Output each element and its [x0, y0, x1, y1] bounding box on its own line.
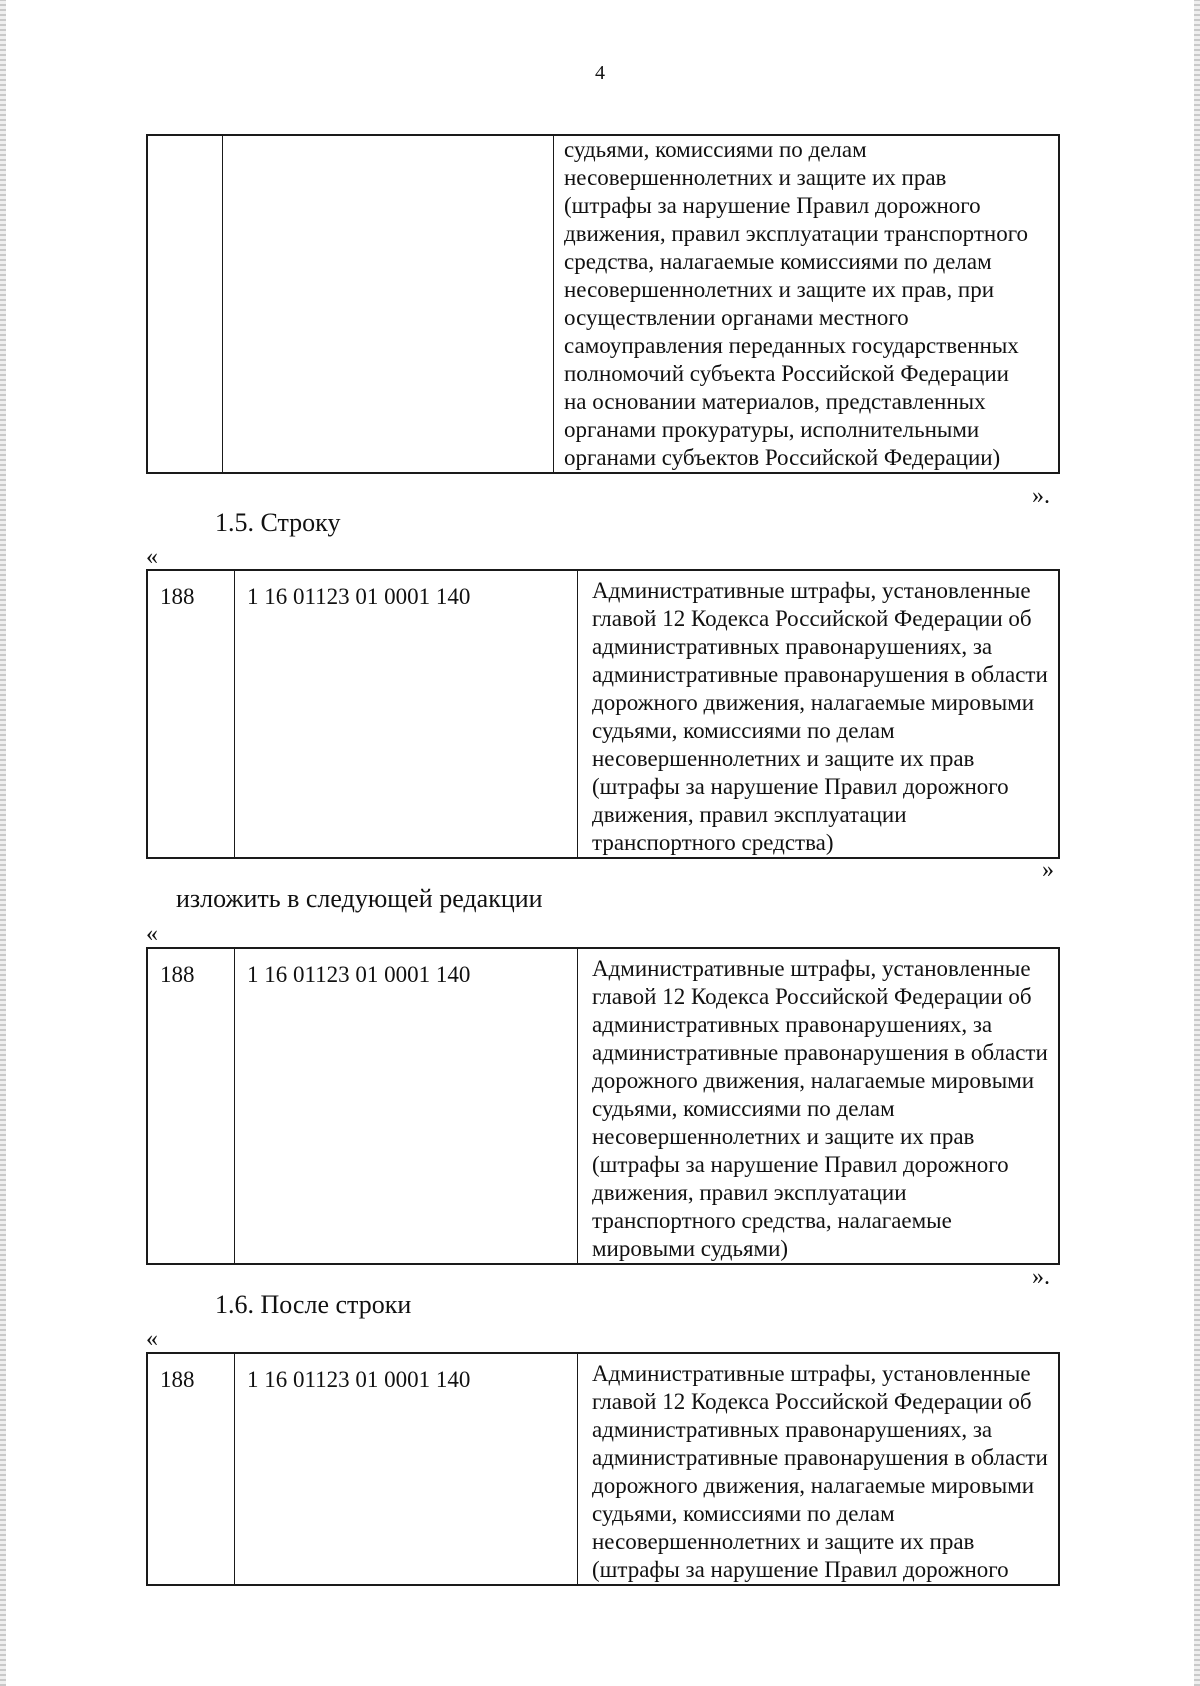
description-line: самоуправления переданных государственных [564, 333, 1019, 358]
description-cell [578, 1353, 1060, 1585]
table-row [147, 135, 1059, 473]
table-row [147, 948, 1059, 1264]
description-line: Административные штрафы, установленные [592, 1361, 1031, 1386]
code-admin-cell: 188 [147, 570, 235, 858]
table-1-5 [146, 569, 1060, 859]
closing-quote: ». [1032, 483, 1050, 509]
closing-quote: » [1042, 857, 1054, 883]
table-new-edition [146, 947, 1060, 1265]
closing-quote: ». [1032, 1264, 1050, 1290]
description-line: главой 12 Кодекса Российской Федерации об [592, 606, 1032, 631]
scan-edge-right [1194, 0, 1200, 1686]
description-line: осуществлении органами местного [564, 305, 909, 330]
description-line: дорожного движения, налагаемые мировыми [592, 1068, 1035, 1093]
description-line: транспортного средства, налагаемые [592, 1208, 952, 1233]
table-1-6 [146, 1352, 1060, 1586]
kbk-code-cell [223, 135, 554, 473]
code-admin-cell: 188 [147, 1353, 235, 1585]
description-line: административные правонарушения в области [592, 662, 1048, 687]
description-line: главой 12 Кодекса Российской Федерации об [592, 1389, 1032, 1414]
description-line: на основании материалов, представленных [564, 389, 986, 414]
description-line: движения, правил эксплуатации [592, 802, 907, 827]
description-line: судьями, комиссиями по делам [592, 1096, 895, 1121]
kbk-code-cell: 1 16 01123 01 0001 140 [235, 1353, 578, 1585]
page-number: 4 [595, 62, 605, 84]
description-line: несовершеннолетних и защите их прав [592, 746, 975, 771]
description-line: дорожного движения, налагаемые мировыми [592, 690, 1035, 715]
section-heading-1-5: 1.5. Строку [215, 508, 341, 537]
description-line: (штрафы за нарушение Правил дорожного [592, 1152, 1009, 1177]
kbk-code-cell: 1 16 01123 01 0001 140 [235, 570, 578, 858]
table-continued [146, 134, 1060, 474]
description-line: Административные штрафы, установленные [592, 956, 1031, 981]
description-line: административных правонарушениях, за [592, 1012, 993, 1037]
description-line: судьями, комиссиями по делам [592, 718, 895, 743]
edit-phrase: изложить в следующей редакции [176, 884, 543, 913]
scan-edge-left [0, 0, 6, 1686]
description-line: движения, правил эксплуатации транспортного [564, 221, 1029, 246]
description-line: средства, налагаемые комиссиями по делам [564, 249, 992, 274]
description-line: судьями, комиссиями по делам [592, 1501, 895, 1526]
opening-quote: « [146, 1326, 158, 1352]
description-line: (штрафы за нарушение Правил дорожного [592, 1557, 1009, 1582]
description-line: несовершеннолетних и защите их прав [592, 1124, 975, 1149]
description-line: несовершеннолетних и защите их прав, при [564, 277, 995, 302]
description-line: органами прокуратуры, исполнительными [564, 417, 980, 442]
table-row [147, 1353, 1059, 1585]
description-cell [578, 570, 1060, 858]
description-line: главой 12 Кодекса Российской Федерации об [592, 984, 1032, 1009]
description-line: дорожного движения, налагаемые мировыми [592, 1473, 1035, 1498]
description-line: полномочий субъекта Российской Федерации [564, 361, 1009, 386]
description-line: мировыми судьями) [592, 1236, 789, 1261]
code-admin-cell: 188 [147, 948, 235, 1264]
description-line: судьями, комиссиями по делам [564, 137, 867, 162]
opening-quote: « [146, 921, 158, 947]
description-line: административных правонарушениях, за [592, 1417, 993, 1442]
description-line: органами субъектов Российской Федерации) [564, 445, 1001, 470]
description-line: несовершеннолетних и защите их прав [564, 165, 947, 190]
description-line: (штрафы за нарушение Правил дорожного [592, 774, 1009, 799]
description-line: административных правонарушениях, за [592, 634, 993, 659]
description-line: транспортного средства) [592, 830, 834, 855]
description-line: движения, правил эксплуатации [592, 1180, 907, 1205]
description-cell [578, 948, 1060, 1264]
description-cell [554, 135, 1060, 473]
table-row [147, 570, 1059, 858]
code-admin-cell [147, 135, 223, 473]
opening-quote: « [146, 544, 158, 570]
description-line: административные правонарушения в области [592, 1445, 1048, 1470]
description-line: (штрафы за нарушение Правил дорожного [564, 193, 981, 218]
description-line: несовершеннолетних и защите их прав [592, 1529, 975, 1554]
kbk-code-cell: 1 16 01123 01 0001 140 [235, 948, 578, 1264]
section-heading-1-6: 1.6. После строки [215, 1290, 412, 1319]
description-line: Административные штрафы, установленные [592, 578, 1031, 603]
description-line: административные правонарушения в области [592, 1040, 1048, 1065]
